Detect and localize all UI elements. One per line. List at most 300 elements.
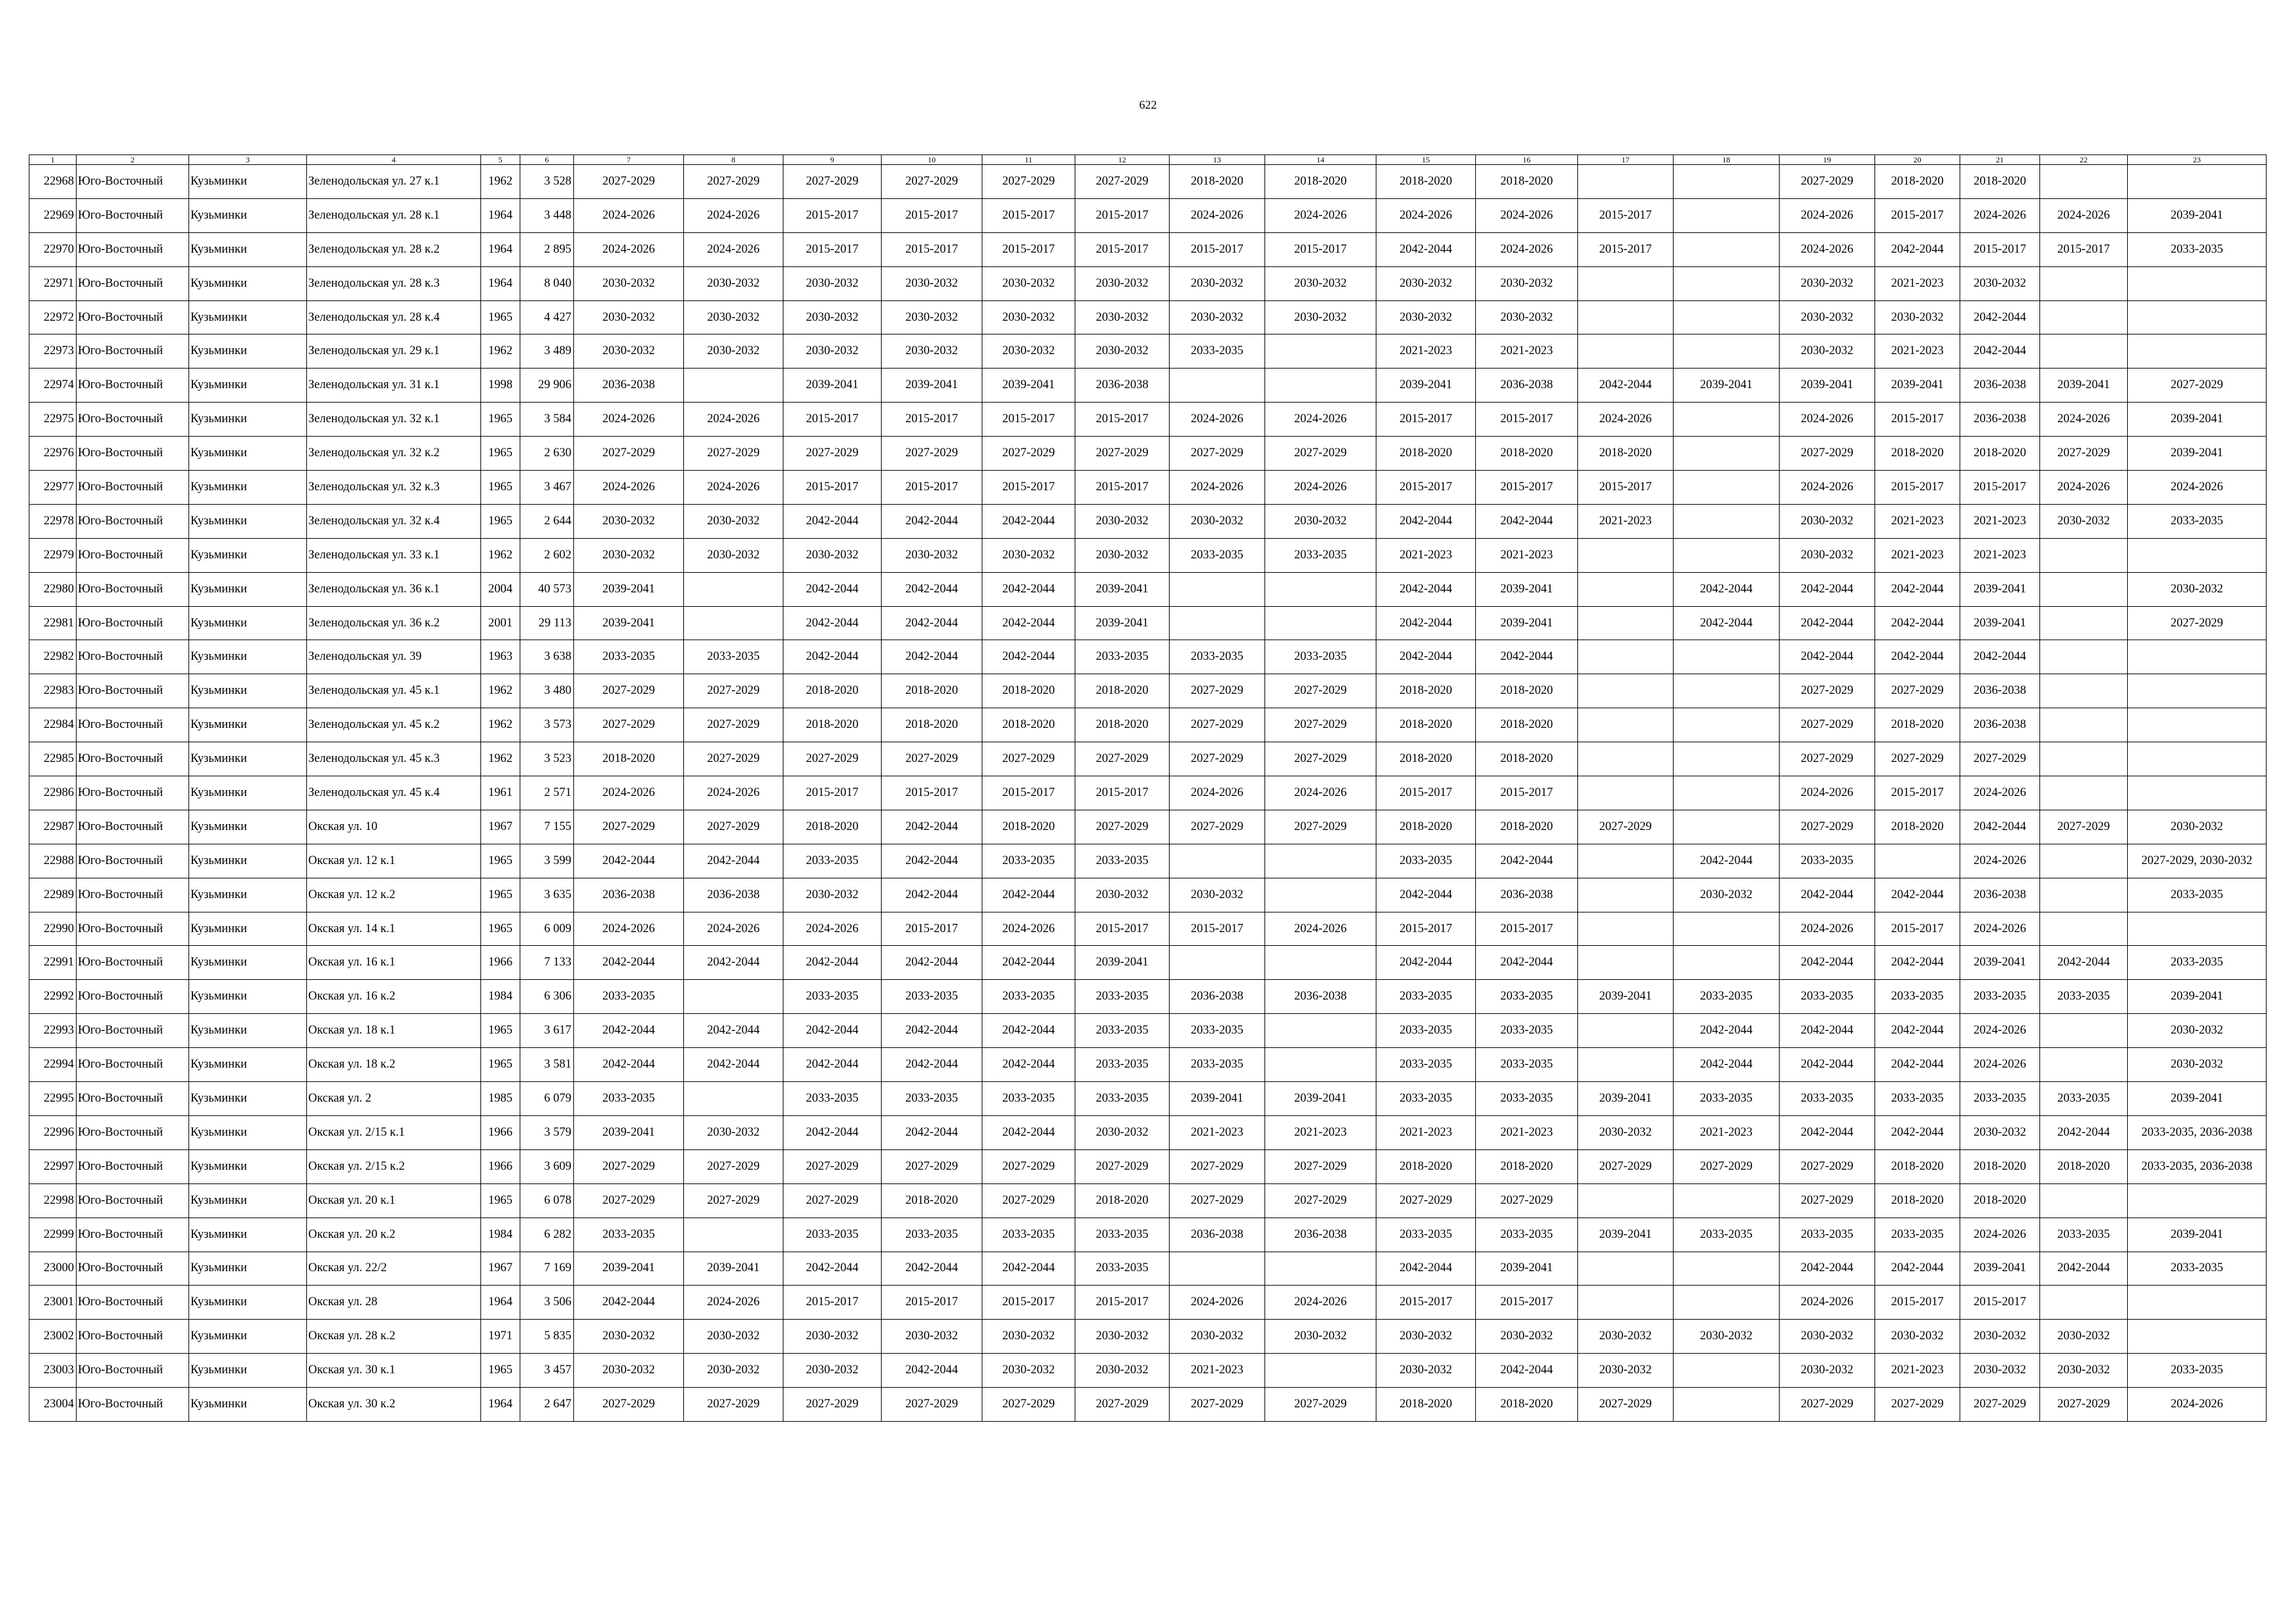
table-row	[29, 1014, 2267, 1048]
municipality: Кузьминки	[189, 606, 307, 640]
period-cell: 2024-2026	[1960, 844, 2040, 878]
period-cell: 2039-2041	[2128, 1082, 2267, 1116]
period-cell: 2030-2032	[1075, 266, 1170, 300]
period-cell: 2015-2017	[1476, 776, 1578, 810]
period-cell: 2018-2020	[982, 708, 1075, 742]
area: 3 638	[520, 640, 574, 674]
period-cell: 2042-2044	[783, 606, 882, 640]
year-built: 2004	[481, 572, 520, 606]
district: Юго-Восточный	[77, 232, 189, 266]
period-cell: 2027-2029	[1265, 708, 1376, 742]
address: Окская ул. 2	[307, 1082, 481, 1116]
address: Окская ул. 14 к.1	[307, 912, 481, 946]
period-cell: 2042-2044	[882, 1115, 982, 1149]
period-cell: 2033-2035	[2040, 1082, 2128, 1116]
period-cell: 2033-2035	[2128, 1354, 2267, 1388]
period-cell: 2039-2041	[2128, 198, 2267, 232]
period-cell: 2024-2026	[783, 912, 882, 946]
period-cell: 2042-2044	[1376, 504, 1476, 538]
period-cell: 2033-2035	[2128, 1252, 2267, 1286]
period-cell: 2042-2044	[1476, 504, 1578, 538]
period-cell: 2018-2020	[1265, 165, 1376, 199]
period-cell: 2042-2044	[882, 606, 982, 640]
period-cell: 2039-2041	[2128, 980, 2267, 1014]
table-row	[29, 1320, 2267, 1354]
period-cell: 2042-2044	[1780, 1115, 1875, 1149]
period-cell: 2030-2032	[882, 300, 982, 334]
area: 2 630	[520, 437, 574, 471]
period-cell: 2033-2035	[1674, 1082, 1780, 1116]
municipality: Кузьминки	[189, 1320, 307, 1354]
row-id: 23000	[29, 1252, 77, 1286]
municipality: Кузьминки	[189, 1082, 307, 1116]
table-row	[29, 742, 2267, 776]
year-built: 1965	[481, 1014, 520, 1048]
period-cell	[1265, 946, 1376, 980]
period-cell: 2042-2044	[1674, 1048, 1780, 1082]
address: Зеленодольская ул. 32 к.2	[307, 437, 481, 471]
period-cell	[1265, 1354, 1376, 1388]
row-id: 22983	[29, 674, 77, 708]
table-row	[29, 1115, 2267, 1149]
municipality: Кузьминки	[189, 334, 307, 369]
period-cell	[1674, 300, 1780, 334]
period-cell: 2024-2026	[684, 776, 783, 810]
period-cell: 2036-2038	[574, 878, 684, 912]
column-number: 3	[189, 155, 307, 165]
address: Окская ул. 12 к.2	[307, 878, 481, 912]
address: Зеленодольская ул. 32 к.4	[307, 504, 481, 538]
period-cell: 2021-2023	[1376, 538, 1476, 572]
municipality: Кузьминки	[189, 776, 307, 810]
address: Зеленодольская ул. 45 к.1	[307, 674, 481, 708]
period-cell: 2024-2026	[2040, 198, 2128, 232]
area: 3 609	[520, 1149, 574, 1183]
municipality: Кузьминки	[189, 572, 307, 606]
column-number: 13	[1170, 155, 1265, 165]
period-cell: 2024-2026	[574, 776, 684, 810]
period-cell	[2040, 1048, 2128, 1082]
period-cell: 2030-2032	[1265, 266, 1376, 300]
period-cell: 2042-2044	[882, 1048, 982, 1082]
period-cell: 2027-2029	[1376, 1183, 1476, 1218]
year-built: 1965	[481, 300, 520, 334]
period-cell: 2027-2029	[684, 810, 783, 844]
district: Юго-Восточный	[77, 1014, 189, 1048]
period-cell	[1674, 266, 1780, 300]
period-cell: 2021-2023	[1170, 1354, 1265, 1388]
column-number: 7	[574, 155, 684, 165]
period-cell: 2033-2035	[1780, 1082, 1875, 1116]
period-cell	[2040, 776, 2128, 810]
municipality: Кузьминки	[189, 1115, 307, 1149]
period-cell: 2021-2023	[1960, 538, 2040, 572]
period-cell: 2027-2029	[982, 1149, 1075, 1183]
year-built: 1964	[481, 1286, 520, 1320]
column-number: 4	[307, 155, 481, 165]
municipality: Кузьминки	[189, 266, 307, 300]
area: 7 169	[520, 1252, 574, 1286]
period-cell: 2033-2035	[1875, 980, 1960, 1014]
year-built: 1966	[481, 1149, 520, 1183]
period-cell	[2128, 708, 2267, 742]
period-cell: 2018-2020	[882, 708, 982, 742]
period-cell: 2024-2026	[684, 1286, 783, 1320]
period-cell: 2018-2020	[783, 708, 882, 742]
row-id: 22985	[29, 742, 77, 776]
period-cell: 2024-2026	[574, 912, 684, 946]
municipality: Кузьминки	[189, 471, 307, 505]
period-cell: 2027-2029	[1875, 674, 1960, 708]
address: Окская ул. 20 к.2	[307, 1218, 481, 1252]
table-row	[29, 1286, 2267, 1320]
period-cell	[2128, 300, 2267, 334]
period-cell: 2030-2032	[684, 1115, 783, 1149]
period-cell: 2033-2035	[1674, 1218, 1780, 1252]
period-cell: 2015-2017	[982, 471, 1075, 505]
period-cell: 2021-2023	[1476, 334, 1578, 369]
period-cell: 2030-2032	[1265, 300, 1376, 334]
period-cell	[1578, 844, 1674, 878]
period-cell	[2128, 1320, 2267, 1354]
period-cell: 2015-2017	[1075, 198, 1170, 232]
period-cell: 2027-2029	[1780, 1183, 1875, 1218]
row-id: 22995	[29, 1082, 77, 1116]
period-cell	[1674, 504, 1780, 538]
period-cell: 2042-2044	[1875, 946, 1960, 980]
area: 40 573	[520, 572, 574, 606]
period-cell	[2128, 640, 2267, 674]
year-built: 1966	[481, 1115, 520, 1149]
year-built: 1967	[481, 1252, 520, 1286]
address: Зеленодольская ул. 28 к.1	[307, 198, 481, 232]
period-cell: 2030-2032	[982, 1320, 1075, 1354]
column-number: 17	[1578, 155, 1674, 165]
table-row	[29, 1388, 2267, 1422]
period-cell: 2042-2044	[882, 878, 982, 912]
period-cell: 2024-2026	[1170, 198, 1265, 232]
period-cell: 2027-2029	[1265, 437, 1376, 471]
period-cell: 2018-2020	[1476, 810, 1578, 844]
period-cell: 2024-2026	[1960, 198, 2040, 232]
period-cell: 2027-2029	[2040, 810, 2128, 844]
period-cell: 2033-2035	[882, 1218, 982, 1252]
period-cell: 2015-2017	[1376, 471, 1476, 505]
period-cell: 2039-2041	[2128, 403, 2267, 437]
period-cell: 2030-2032	[1265, 504, 1376, 538]
column-number: 21	[1960, 155, 2040, 165]
period-cell: 2039-2041	[1578, 1218, 1674, 1252]
period-cell: 2015-2017	[1376, 776, 1476, 810]
address: Окская ул. 28	[307, 1286, 481, 1320]
address: Зеленодольская ул. 45 к.3	[307, 742, 481, 776]
period-cell: 2033-2035	[1265, 640, 1376, 674]
period-cell: 2015-2017	[982, 1286, 1075, 1320]
period-cell: 2015-2017	[783, 198, 882, 232]
district: Юго-Восточный	[77, 471, 189, 505]
year-built: 1985	[481, 1082, 520, 1116]
column-number: 6	[520, 155, 574, 165]
period-cell: 2042-2044	[684, 1048, 783, 1082]
table-row	[29, 640, 2267, 674]
table-row	[29, 878, 2267, 912]
period-cell: 2021-2023	[1476, 538, 1578, 572]
period-cell: 2036-2038	[1960, 403, 2040, 437]
period-cell: 2033-2035	[2128, 946, 2267, 980]
period-cell	[2128, 776, 2267, 810]
table-row	[29, 912, 2267, 946]
period-cell: 2030-2032	[1265, 1320, 1376, 1354]
period-cell: 2039-2041	[1170, 1082, 1265, 1116]
period-cell: 2039-2041	[1960, 606, 2040, 640]
period-cell: 2027-2029	[783, 1388, 882, 1422]
period-cell: 2027-2029	[1170, 742, 1265, 776]
period-cell: 2015-2017	[882, 198, 982, 232]
period-cell	[1674, 946, 1780, 980]
area: 3 635	[520, 878, 574, 912]
column-number: 11	[982, 155, 1075, 165]
period-cell: 2027-2029	[1578, 1149, 1674, 1183]
period-cell: 2027-2029	[1780, 810, 1875, 844]
period-cell: 2030-2032	[684, 266, 783, 300]
period-cell: 2039-2041	[1075, 606, 1170, 640]
table-row	[29, 674, 2267, 708]
period-cell: 2027-2029	[574, 1388, 684, 1422]
period-cell: 2030-2032	[1170, 300, 1265, 334]
year-built: 1966	[481, 946, 520, 980]
period-cell	[1578, 165, 1674, 199]
period-cell	[2128, 742, 2267, 776]
area: 3 448	[520, 198, 574, 232]
area: 5 835	[520, 1320, 574, 1354]
period-cell: 2030-2032	[1780, 300, 1875, 334]
table-row	[29, 606, 2267, 640]
period-cell	[1265, 606, 1376, 640]
year-built: 1961	[481, 776, 520, 810]
period-cell: 2027-2029	[574, 674, 684, 708]
period-cell: 2021-2023	[1170, 1115, 1265, 1149]
address: Зеленодольская ул. 29 к.1	[307, 334, 481, 369]
row-id: 22974	[29, 369, 77, 403]
period-cell: 2036-2038	[684, 878, 783, 912]
district: Юго-Восточный	[77, 1218, 189, 1252]
period-cell: 2024-2026	[1170, 471, 1265, 505]
period-cell: 2030-2032	[1960, 1115, 2040, 1149]
period-cell: 2024-2026	[574, 471, 684, 505]
period-cell	[1578, 708, 1674, 742]
table-row	[29, 538, 2267, 572]
period-cell	[2040, 266, 2128, 300]
period-cell: 2024-2026	[1960, 1218, 2040, 1252]
period-cell: 2030-2032	[1170, 878, 1265, 912]
municipality: Кузьминки	[189, 1014, 307, 1048]
period-cell: 2042-2044	[574, 1048, 684, 1082]
district: Юго-Восточный	[77, 878, 189, 912]
year-built: 1962	[481, 742, 520, 776]
period-cell: 2039-2041	[1960, 1252, 2040, 1286]
area: 2 571	[520, 776, 574, 810]
period-cell: 2015-2017	[1875, 198, 1960, 232]
period-cell	[1170, 572, 1265, 606]
period-cell: 2024-2026	[1578, 403, 1674, 437]
address: Зеленодольская ул. 28 к.4	[307, 300, 481, 334]
municipality: Кузьминки	[189, 437, 307, 471]
period-cell	[1578, 640, 1674, 674]
period-cell: 2042-2044	[982, 1252, 1075, 1286]
period-cell: 2033-2035	[1476, 1218, 1578, 1252]
year-built: 1964	[481, 266, 520, 300]
period-cell: 2018-2020	[1960, 165, 2040, 199]
period-cell: 2030-2032	[783, 538, 882, 572]
period-cell: 2030-2032	[684, 504, 783, 538]
address: Зеленодольская ул. 36 к.2	[307, 606, 481, 640]
period-cell: 2030-2032	[1376, 1320, 1476, 1354]
municipality: Кузьминки	[189, 232, 307, 266]
period-cell: 2030-2032	[1075, 538, 1170, 572]
period-cell: 2042-2044	[1578, 369, 1674, 403]
column-number: 20	[1875, 155, 1960, 165]
period-cell: 2033-2035	[1075, 1048, 1170, 1082]
period-cell: 2030-2032	[1578, 1115, 1674, 1149]
period-cell: 2033-2035	[1075, 844, 1170, 878]
table-row	[29, 437, 2267, 471]
row-id: 23001	[29, 1286, 77, 1320]
row-id: 22986	[29, 776, 77, 810]
period-cell: 2033-2035	[1960, 1082, 2040, 1116]
period-cell	[2128, 266, 2267, 300]
table-row	[29, 198, 2267, 232]
period-cell	[2040, 334, 2128, 369]
period-cell: 2015-2017	[882, 1286, 982, 1320]
period-cell: 2027-2029	[2128, 606, 2267, 640]
row-id: 22997	[29, 1149, 77, 1183]
period-cell: 2027-2029	[684, 708, 783, 742]
period-cell: 2042-2044	[1376, 606, 1476, 640]
district: Юго-Восточный	[77, 742, 189, 776]
period-cell: 2030-2032	[1780, 1354, 1875, 1388]
year-built: 1962	[481, 538, 520, 572]
period-cell: 2042-2044	[783, 504, 882, 538]
table-row	[29, 1218, 2267, 1252]
period-cell	[1674, 1252, 1780, 1286]
year-built: 1984	[481, 980, 520, 1014]
period-cell: 2027-2029	[1780, 1149, 1875, 1183]
period-cell: 2033-2035	[2128, 232, 2267, 266]
period-cell: 2027-2029	[574, 437, 684, 471]
period-cell: 2042-2044	[1780, 946, 1875, 980]
period-cell: 2015-2017	[1960, 1286, 2040, 1320]
year-built: 1998	[481, 369, 520, 403]
period-cell: 2027-2029	[1265, 742, 1376, 776]
period-cell: 2033-2035	[1875, 1218, 1960, 1252]
row-id: 23003	[29, 1354, 77, 1388]
period-cell: 2015-2017	[1578, 232, 1674, 266]
area: 2 647	[520, 1388, 574, 1422]
year-built: 1965	[481, 1183, 520, 1218]
period-cell	[2040, 674, 2128, 708]
period-cell: 2030-2032	[1476, 266, 1578, 300]
period-cell: 2036-2038	[1476, 878, 1578, 912]
period-cell: 2015-2017	[1075, 232, 1170, 266]
period-cell: 2018-2020	[1376, 1388, 1476, 1422]
period-cell: 2027-2029	[982, 1388, 1075, 1422]
period-cell: 2036-2038	[1170, 980, 1265, 1014]
period-cell: 2024-2026	[1780, 776, 1875, 810]
period-cell	[1674, 810, 1780, 844]
period-cell: 2033-2035, 2036-2038	[2128, 1149, 2267, 1183]
period-cell: 2042-2044	[1875, 1252, 1960, 1286]
column-number: 10	[882, 155, 982, 165]
period-cell: 2036-2038	[1960, 878, 2040, 912]
period-cell	[1265, 1252, 1376, 1286]
period-cell: 2033-2035	[783, 1082, 882, 1116]
period-cell: 2033-2035	[574, 640, 684, 674]
area: 3 584	[520, 403, 574, 437]
area: 3 489	[520, 334, 574, 369]
column-number: 8	[684, 155, 783, 165]
period-cell: 2039-2041	[982, 369, 1075, 403]
period-cell: 2042-2044	[1875, 640, 1960, 674]
period-cell: 2033-2035	[982, 1082, 1075, 1116]
period-cell	[2040, 538, 2128, 572]
address: Окская ул. 12 к.1	[307, 844, 481, 878]
period-cell: 2018-2020	[982, 810, 1075, 844]
area: 2 644	[520, 504, 574, 538]
period-cell: 2030-2032	[1960, 1320, 2040, 1354]
district: Юго-Восточный	[77, 1048, 189, 1082]
address: Зеленодольская ул. 45 к.2	[307, 708, 481, 742]
period-cell: 2042-2044	[1476, 1354, 1578, 1388]
period-cell	[1674, 334, 1780, 369]
period-cell: 2015-2017	[783, 471, 882, 505]
period-cell: 2024-2026	[684, 403, 783, 437]
period-cell: 2042-2044	[1875, 878, 1960, 912]
period-cell	[2040, 572, 2128, 606]
period-cell	[1578, 266, 1674, 300]
period-cell: 2015-2017	[1476, 471, 1578, 505]
period-cell: 2018-2020	[882, 674, 982, 708]
period-cell: 2024-2026	[1780, 912, 1875, 946]
period-cell	[1578, 878, 1674, 912]
period-cell: 2042-2044	[1674, 572, 1780, 606]
year-built: 1965	[481, 403, 520, 437]
period-cell	[1674, 471, 1780, 505]
municipality: Кузьминки	[189, 1388, 307, 1422]
period-cell: 2042-2044	[1376, 572, 1476, 606]
period-cell: 2027-2029	[982, 742, 1075, 776]
period-cell	[1578, 912, 1674, 946]
period-cell: 2018-2020	[2040, 1149, 2128, 1183]
period-cell: 2033-2035	[1170, 334, 1265, 369]
period-cell	[2128, 165, 2267, 199]
period-cell: 2030-2032	[1674, 1320, 1780, 1354]
period-cell: 2042-2044	[1674, 844, 1780, 878]
period-cell: 2015-2017	[1376, 1286, 1476, 1320]
period-cell: 2042-2044	[574, 844, 684, 878]
period-cell: 2024-2026	[1780, 403, 1875, 437]
period-cell: 2039-2041	[574, 1252, 684, 1286]
period-cell	[1170, 606, 1265, 640]
period-cell	[1578, 572, 1674, 606]
period-cell: 2024-2026	[2128, 471, 2267, 505]
table-row	[29, 266, 2267, 300]
period-cell	[2128, 334, 2267, 369]
period-cell: 2018-2020	[1476, 708, 1578, 742]
period-cell: 2015-2017	[882, 403, 982, 437]
district: Юго-Восточный	[77, 1320, 189, 1354]
period-cell	[684, 1218, 783, 1252]
period-cell	[1578, 1183, 1674, 1218]
